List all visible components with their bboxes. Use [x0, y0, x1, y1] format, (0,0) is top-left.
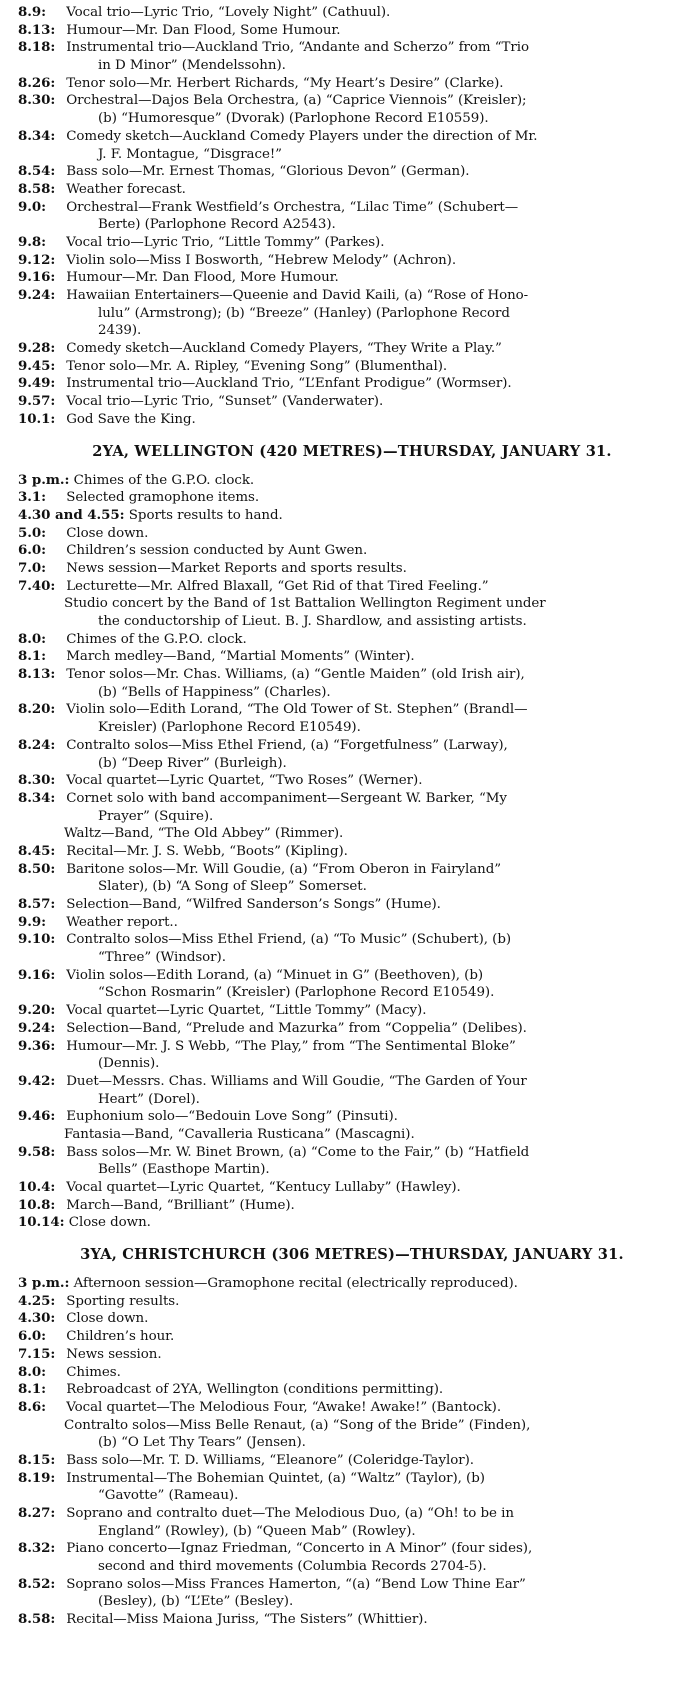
entry-time: 8.18: [18, 39, 56, 56]
entry-time: 5.0: [18, 524, 47, 541]
program-entry-continuation [18, 719, 686, 737]
entry-time: 4.30 and 4.55: [18, 506, 125, 523]
entry-text: Comedy sketch—Auckland Comedy Players under the direction of Mr. [66, 128, 538, 144]
entry-time: 8.50: [18, 860, 56, 877]
program-entry [18, 411, 686, 429]
entry-time: 6.0: [18, 1328, 47, 1345]
entry-time: 9.24: [18, 1019, 56, 1036]
entry-text: Chimes of the G.P.O. clock. [66, 631, 247, 647]
entry-text: News session—Market Reports and sports results. [66, 560, 407, 576]
program-entry [18, 542, 686, 560]
entry-text: Violin solos—Edith Lorand, (a) “Minuet in G” (Beethoven), (b) [66, 967, 484, 983]
entry-text: in D Minor” (Mendelssohn). [98, 58, 286, 74]
entry-text: England” (Rowley), (b) “Queen Mab” (Rowley). [98, 1523, 416, 1539]
entry-text: Vocal quartet—The Melodious Four, “Awake! Awake!” (Bantock). [66, 1399, 502, 1415]
program-entry [18, 92, 686, 110]
entry-time: 8.45: [18, 842, 56, 859]
program-entry-continuation [18, 1558, 686, 1576]
program-entry [18, 1179, 686, 1197]
entry-text: Sporting results. [66, 1293, 180, 1309]
entry-time: 9.10: [18, 931, 56, 948]
program-entry [18, 1328, 686, 1346]
program-entry-continuation [18, 305, 686, 323]
program-entry [18, 22, 686, 40]
entry-time: 9.57: [18, 393, 56, 410]
entry-text: Children’s hour. [66, 1329, 175, 1345]
entry-time: 9.24: [18, 287, 56, 303]
program-entry-continuation [18, 146, 686, 164]
entry-text: Heart” (Dorel). [98, 1091, 200, 1107]
program-entry [18, 914, 686, 932]
entry-text: Instrumental trio—Auckland Trio, “Andante and Scherzo” from “Trio [66, 40, 529, 56]
program-entry [18, 772, 686, 790]
station-section [18, 4, 686, 429]
entry-text: (Besley), (b) “L’Ete” (Besley). [98, 1594, 294, 1610]
entry-text: Kreisler) (Parlophone Record E10549). [98, 720, 361, 736]
entry-text: Berte) (Parlophone Record A2543). [98, 217, 336, 233]
program-entry [18, 1540, 686, 1558]
entry-time: 9.36: [18, 1037, 56, 1054]
entry-text: Bass solo—Mr. Ernest Thomas, “Glorious Devon” (German). [66, 164, 470, 180]
entry-time: 7.40: [18, 577, 56, 594]
program-entry [18, 358, 686, 376]
entry-text: Waltz—Band, “The Old Abbey” (Rimmer). [64, 826, 344, 842]
entry-text: (Dennis). [98, 1056, 160, 1072]
entry-text: Humour—Mr. Dan Flood, Some Humour. [66, 22, 341, 38]
entry-time: 7.15: [18, 1345, 56, 1362]
program-entry-continuation [18, 878, 686, 896]
entry-time: 8.58: [18, 1611, 56, 1628]
program-entry [18, 1346, 686, 1364]
entry-text: Selected gramophone items. [66, 490, 260, 506]
entry-time: 9.49: [18, 375, 56, 392]
entry-text: Vocal quartet—Lyric Quartet, “Two Roses” (Werner). [66, 773, 423, 789]
program-entry-continuation [18, 949, 686, 967]
program-entry [18, 1611, 686, 1629]
entry-time: 8.52: [18, 1575, 56, 1592]
entry-text: March medley—Band, “Martial Moments” (Winter). [66, 649, 415, 665]
program-entry-continuation [18, 808, 686, 826]
entry-time: 7.0: [18, 559, 47, 576]
entry-time: 9.8: [18, 233, 47, 250]
entry-time: 8.6: [18, 1398, 47, 1415]
entry-text: Prayer” (Squire). [98, 808, 214, 824]
station-section [18, 1245, 686, 1629]
program-entry [18, 128, 686, 146]
entry-text: Tenor solos—Mr. Chas. Williams, (a) “Gentle Maiden” (old Irish air), [66, 667, 525, 683]
program-entry-continuation [18, 1487, 686, 1505]
program-entry [18, 199, 686, 217]
program-entry [18, 472, 686, 490]
entry-time: 6.0: [18, 542, 47, 559]
program-entry [18, 1399, 686, 1417]
program-page [18, 4, 686, 1629]
entry-text: Bass solo—Mr. T. D. Williams, “Eleanore” (Coleridge-Taylor). [66, 1452, 474, 1468]
entry-text: Orchestral—Dajos Bela Orchestra, (a) “Caprice Viennois” (Kreisler); [66, 93, 527, 109]
entry-text: Close down. [66, 525, 149, 541]
entry-time: 8.19: [18, 1469, 56, 1486]
entry-text: Studio concert by the Band of 1st Battalion Wellington Regiment under [64, 596, 546, 612]
entry-text: Close down. [68, 1215, 151, 1231]
entry-text: Contralto solos—Miss Ethel Friend, (a) “To Music” (Schubert), (b) [66, 932, 512, 948]
program-entry [18, 269, 686, 287]
entry-time: 9.16: [18, 966, 56, 983]
entry-time: 9.46: [18, 1108, 56, 1125]
program-entry-continuation [18, 984, 686, 1002]
entry-time: 9.58: [18, 1143, 56, 1160]
program-entry-continuation [18, 1523, 686, 1541]
entry-text: Close down. [66, 1311, 149, 1327]
entry-text: Instrumental—The Bohemian Quintet, (a) “Waltz” (Taylor), (b) [66, 1470, 485, 1486]
program-entry-continuation [18, 613, 686, 631]
entry-time: 8.32: [18, 1540, 56, 1557]
entry-time: 8.57: [18, 896, 56, 912]
entry-time: 8.54: [18, 163, 56, 180]
entry-text: lulu” (Armstrong); (b) “Breeze” (Hanley) (Parlophone Record [98, 305, 510, 321]
program-entry-continuation [18, 595, 686, 613]
program-entry [18, 578, 686, 596]
entry-text: News session. [66, 1346, 162, 1362]
entry-time: 3 p.m.: [18, 1275, 70, 1292]
program-entry-continuation [18, 1417, 686, 1435]
program-entry [18, 1073, 686, 1091]
program-entry [18, 75, 686, 93]
entry-time: 4.30: [18, 1310, 56, 1327]
program-entry [18, 1020, 686, 1038]
program-entry [18, 1108, 686, 1126]
station-section [18, 442, 686, 1233]
program-entry-continuation [18, 825, 686, 843]
entry-text: March—Band, “Brilliant” (Hume). [66, 1197, 295, 1213]
entry-time: 8.15: [18, 1451, 56, 1468]
program-entry [18, 1002, 686, 1020]
entry-time: 8.1: [18, 648, 47, 665]
program-entry-continuation [18, 1161, 686, 1179]
entry-text: Rebroadcast of 2YA, Wellington (conditions permitting). [66, 1382, 444, 1398]
entry-text: (b) “O Let Thy Tears” (Jensen). [98, 1435, 306, 1451]
station-heading: 3YA, CHRISTCHURCH (306 METRES)—THURSDAY, JANUARY 31. [80, 1246, 624, 1264]
entry-time: 8.0: [18, 1363, 47, 1380]
entry-text: “Schon Rosmarin” (Kreisler) (Parlophone Record E10549). [98, 985, 495, 1001]
entry-text: Orchestral—Frank Westfield’s Orchestra, “Lilac Time” (Schubert— [66, 199, 519, 215]
entry-text: Piano concerto—Ignaz Friedman, “Concerto in A Minor” (four sides), [66, 1541, 533, 1557]
program-entry [18, 340, 686, 358]
program-entry-continuation [18, 57, 686, 75]
entry-time: 8.13: [18, 666, 56, 683]
program-entry [18, 163, 686, 181]
entry-time: 3 p.m.: [18, 471, 70, 488]
entry-time: 8.1: [18, 1381, 47, 1398]
program-entry [18, 631, 686, 649]
entry-text: Children’s session conducted by Aunt Gwen. [66, 543, 368, 559]
entry-time: 8.34: [18, 789, 56, 806]
entry-text: Vocal quartet—Lyric Quartet, “Little Tommy” (Macy). [66, 1003, 427, 1019]
entry-text: Comedy sketch—Auckland Comedy Players, “They Write a Play.” [66, 341, 502, 357]
entry-time: 9.12: [18, 251, 56, 268]
program-entry [18, 1470, 686, 1488]
entry-text: Baritone solos—Mr. Will Goudie, (a) “From Oberon in Fairyland” [66, 861, 502, 877]
entry-text: God Save the King. [66, 411, 196, 427]
entry-text: (b) “Bells of Happiness” (Charles). [98, 684, 331, 700]
entry-text: Soprano and contralto duet—The Melodious Duo, (a) “Oh! to be in [66, 1506, 514, 1521]
entry-text: Soprano solos—Miss Frances Hamerton, “(a) “Bend Low Thine Ear” [66, 1576, 526, 1592]
program-entry [18, 1364, 686, 1382]
program-entry-continuation [18, 1055, 686, 1073]
entry-time: 8.30: [18, 772, 56, 789]
entry-text: Selection—Band, “Wilfred Sanderson’s Songs” (Hume). [66, 897, 441, 912]
entry-text: (b) “Humoresque” (Dvorak) (Parlophone Record E10559). [98, 111, 489, 127]
entry-text: the conductorship of Lieut. B. J. Shardlow, and assisting artists. [98, 614, 527, 629]
entry-time: 9.45: [18, 357, 56, 374]
program-entry [18, 234, 686, 252]
program-entry [18, 1293, 686, 1311]
entry-time: 9.9: [18, 913, 47, 930]
program-entry [18, 1197, 686, 1215]
entry-text: Humour—Mr. J. S Webb, “The Play,” from “The Sentimental Bloke” [66, 1038, 516, 1054]
entry-time: 8.30: [18, 92, 56, 109]
entry-text: Violin solo—Edith Lorand, “The Old Tower of St. Stephen” (Brandl— [66, 702, 528, 718]
entry-time: 8.58: [18, 180, 56, 197]
entry-time: 10.8: [18, 1196, 56, 1213]
entry-time: 8.20: [18, 701, 56, 718]
entry-text: Duet—Messrs. Chas. Williams and Will Goudie, “The Garden of Your [66, 1073, 527, 1089]
entry-text: Humour—Mr. Dan Flood, More Humour. [66, 270, 339, 286]
entry-text: Weather report.. [66, 914, 178, 930]
program-entry-continuation [18, 1126, 686, 1144]
entry-text: (b) “Deep River” (Burleigh). [98, 755, 287, 771]
program-entry-continuation [18, 684, 686, 702]
program-entry [18, 843, 686, 861]
program-entry [18, 648, 686, 666]
entry-text: Hawaiian Entertainers—Queenie and David Kaili, (a) “Rose of Hono- [66, 288, 529, 303]
program-entry [18, 375, 686, 393]
program-entry [18, 489, 686, 507]
program-entry [18, 560, 686, 578]
entry-text: Cornet solo with band accompaniment—Sergeant W. Barker, “My [66, 790, 507, 806]
program-entry-continuation [18, 1091, 686, 1109]
entry-text: Fantasia—Band, “Cavalleria Rusticana” (Mascagni). [64, 1126, 415, 1142]
program-entry [18, 701, 686, 719]
entry-text: “Gavotte” (Rameau). [98, 1488, 239, 1504]
program-entry [18, 967, 686, 985]
program-entry [18, 1038, 686, 1056]
program-entry [18, 181, 686, 199]
program-entry [18, 252, 686, 270]
entry-text: Afternoon session—Gramophone recital (electrically reproduced). [73, 1276, 518, 1292]
entry-text: Bells” (Easthope Martin). [98, 1162, 270, 1178]
program-entry [18, 507, 686, 525]
entry-time: 8.26: [18, 74, 56, 91]
entry-text: Vocal trio—Lyric Trio, “Little Tommy” (Parkes). [66, 234, 385, 250]
program-entry [18, 1576, 686, 1594]
program-entry-continuation [18, 322, 686, 340]
entry-text: Tenor solo—Mr. Herbert Richards, “My Heart’s Desire” (Clarke). [66, 75, 504, 91]
entry-text: Weather forecast. [66, 181, 186, 197]
entry-text: Selection—Band, “Prelude and Mazurka” from “Coppelia” (Delibes). [66, 1020, 527, 1036]
entry-time: 8.27: [18, 1505, 56, 1521]
entry-text: Chimes. [66, 1364, 121, 1380]
program-entry [18, 790, 686, 808]
program-entry-continuation [18, 755, 686, 773]
entry-text: Recital—Mr. J. S. Webb, “Boots” (Kipling). [66, 843, 348, 859]
program-entry [18, 861, 686, 879]
entry-time: 9.16: [18, 269, 56, 286]
station-heading: 2YA, WELLINGTON (420 METRES)—THURSDAY, JANUARY 31. [92, 442, 612, 460]
entry-text: Contralto solos—Miss Belle Renaut, (a) “Song of the Bride” (Finden), [64, 1417, 531, 1433]
entry-text: Vocal trio—Lyric Trio, “Lovely Night” (Cathuul). [66, 5, 391, 20]
entry-time: 10.4: [18, 1179, 56, 1195]
entry-text: 2439). [98, 323, 142, 339]
entry-time: 9.28: [18, 340, 56, 357]
entry-text: “Three” (Windsor). [98, 950, 226, 966]
program-entry [18, 1381, 686, 1399]
program-entry-continuation [18, 216, 686, 234]
program-entry [18, 1452, 686, 1470]
entry-text: Recital—Miss Maiona Juriss, “The Sisters” (Whittier). [66, 1612, 428, 1628]
entry-text: second and third movements (Columbia Records 2704-5). [98, 1559, 487, 1575]
entry-time: 8.0: [18, 630, 47, 647]
entry-text: Bass solos—Mr. W. Binet Brown, (a) “Come to the Fair,” (b) “Hatfield [66, 1144, 530, 1160]
program-entry [18, 931, 686, 949]
entry-text: Vocal trio—Lyric Trio, “Sunset” (Vanderwater). [66, 394, 384, 410]
program-entry [18, 4, 686, 22]
program-entry-continuation [18, 110, 686, 128]
entry-time: 8.9: [18, 4, 47, 20]
entry-time: 9.42: [18, 1072, 56, 1089]
program-entry [18, 1214, 686, 1232]
program-entry [18, 39, 686, 57]
program-entry [18, 896, 686, 914]
entry-text: Lecturette—Mr. Alfred Blaxall, “Get Rid of that Tired Feeling.” [66, 578, 489, 594]
entry-time: 8.24: [18, 736, 56, 753]
program-entry [18, 1310, 686, 1328]
entry-text: Violin solo—Miss I Bosworth, “Hebrew Melody” (Achron). [66, 252, 457, 268]
program-entry [18, 1144, 686, 1162]
program-entry [18, 1275, 686, 1293]
entry-time: 8.13: [18, 21, 56, 38]
program-entry [18, 666, 686, 684]
entry-text: J. F. Montague, “Disgrace!” [98, 146, 282, 162]
program-entry [18, 1505, 686, 1523]
entry-time: 9.0: [18, 198, 47, 215]
entry-time: 10.14: [18, 1214, 65, 1231]
entry-text: Contralto solos—Miss Ethel Friend, (a) “Forgetfulness” (Larway), [66, 737, 508, 753]
entry-text: Sports results to hand. [128, 507, 283, 523]
program-entry [18, 287, 686, 305]
entry-text: Euphonium solo—“Bedouin Love Song” (Pinsuti). [66, 1109, 398, 1125]
entry-text: Tenor solo—Mr. A. Ripley, “Evening Song” (Blumenthal). [66, 358, 448, 374]
program-entry [18, 737, 686, 755]
entry-text: Vocal quartet—Lyric Quartet, “Kentucy Lullaby” (Hawley). [66, 1180, 461, 1195]
entry-time: 3.1: [18, 489, 47, 506]
program-entry-continuation [18, 1434, 686, 1452]
program-entry [18, 525, 686, 543]
entry-time: 9.20: [18, 1002, 56, 1019]
entry-text: Instrumental trio—Auckland Trio, “L’Enfant Prodigue” (Wormser). [66, 376, 512, 392]
entry-text: Chimes of the G.P.O. clock. [73, 472, 255, 488]
program-entry-continuation [18, 1593, 686, 1611]
entry-time: 8.34: [18, 127, 56, 144]
program-entry [18, 393, 686, 411]
entry-text: Slater), (b) “A Song of Sleep” Somerset. [98, 879, 367, 895]
entry-time: 10.1: [18, 410, 56, 427]
entry-time: 4.25: [18, 1292, 56, 1309]
